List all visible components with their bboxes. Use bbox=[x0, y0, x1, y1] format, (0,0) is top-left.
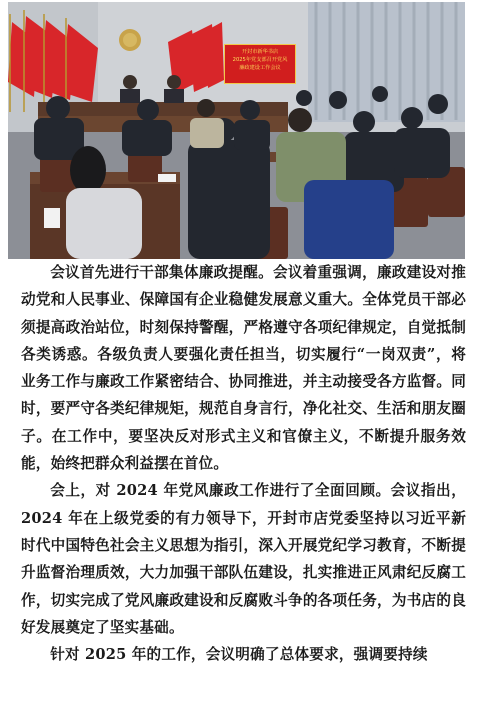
article-body bbox=[21, 259, 466, 668]
banner-line-1: 开封市新华书店 bbox=[241, 49, 279, 55]
meeting-scene-illustration bbox=[8, 2, 465, 259]
paragraph-2024-review: 会上，对 2024 年党风廉政工作进行了全面回顾。会议指出，2024 年在上级党委的有力领导下，开封市店党委坚持以习近平新时代中国特色社会主义思想为指引，深入开展党纪学习教育，不断提升监督治理质效，大力加强干部队伍建设，扎实推进正风肃纪反腐工作，切实完成了党风廉政建设和反腐败斗争的各项任务，为书店的良好发展奠定了坚实基础。 bbox=[21, 482, 466, 636]
banner-line-2: 2025年党支部召开党风 bbox=[232, 57, 288, 63]
paragraph-2025-plan: 针对 2025 年的工作，会议明确了总体要求，强调要持续 bbox=[50, 646, 428, 664]
meeting-photo bbox=[8, 2, 465, 259]
red-screen-banner bbox=[224, 44, 296, 84]
paragraph-warning-reminder: 会议首先进行干部集体廉政提醒。会议着重强调，廉政建设对推动党和人民事业、保障国有企业稳健发展意义重大。全体党员干部必须提高政治站位，时刻保持警醒，严格遵守各项纪律规定，自觉抵制各类诱惑。各级负责人要强化责任担当，切实履行“一岗双责”，将业务工作与廉政工作紧密结合、协同推进，并主动接受各方监督。同时，要严守各类纪律规矩，规范自身言行，净化社交、生活和朋友圈子。在工作中，要坚决反对形式主义和官僚主义，不断提升服务效能，始终把群众利益摆在首位。 bbox=[21, 264, 466, 473]
banner-line-3: 廉政建设工作会议 bbox=[239, 65, 281, 71]
